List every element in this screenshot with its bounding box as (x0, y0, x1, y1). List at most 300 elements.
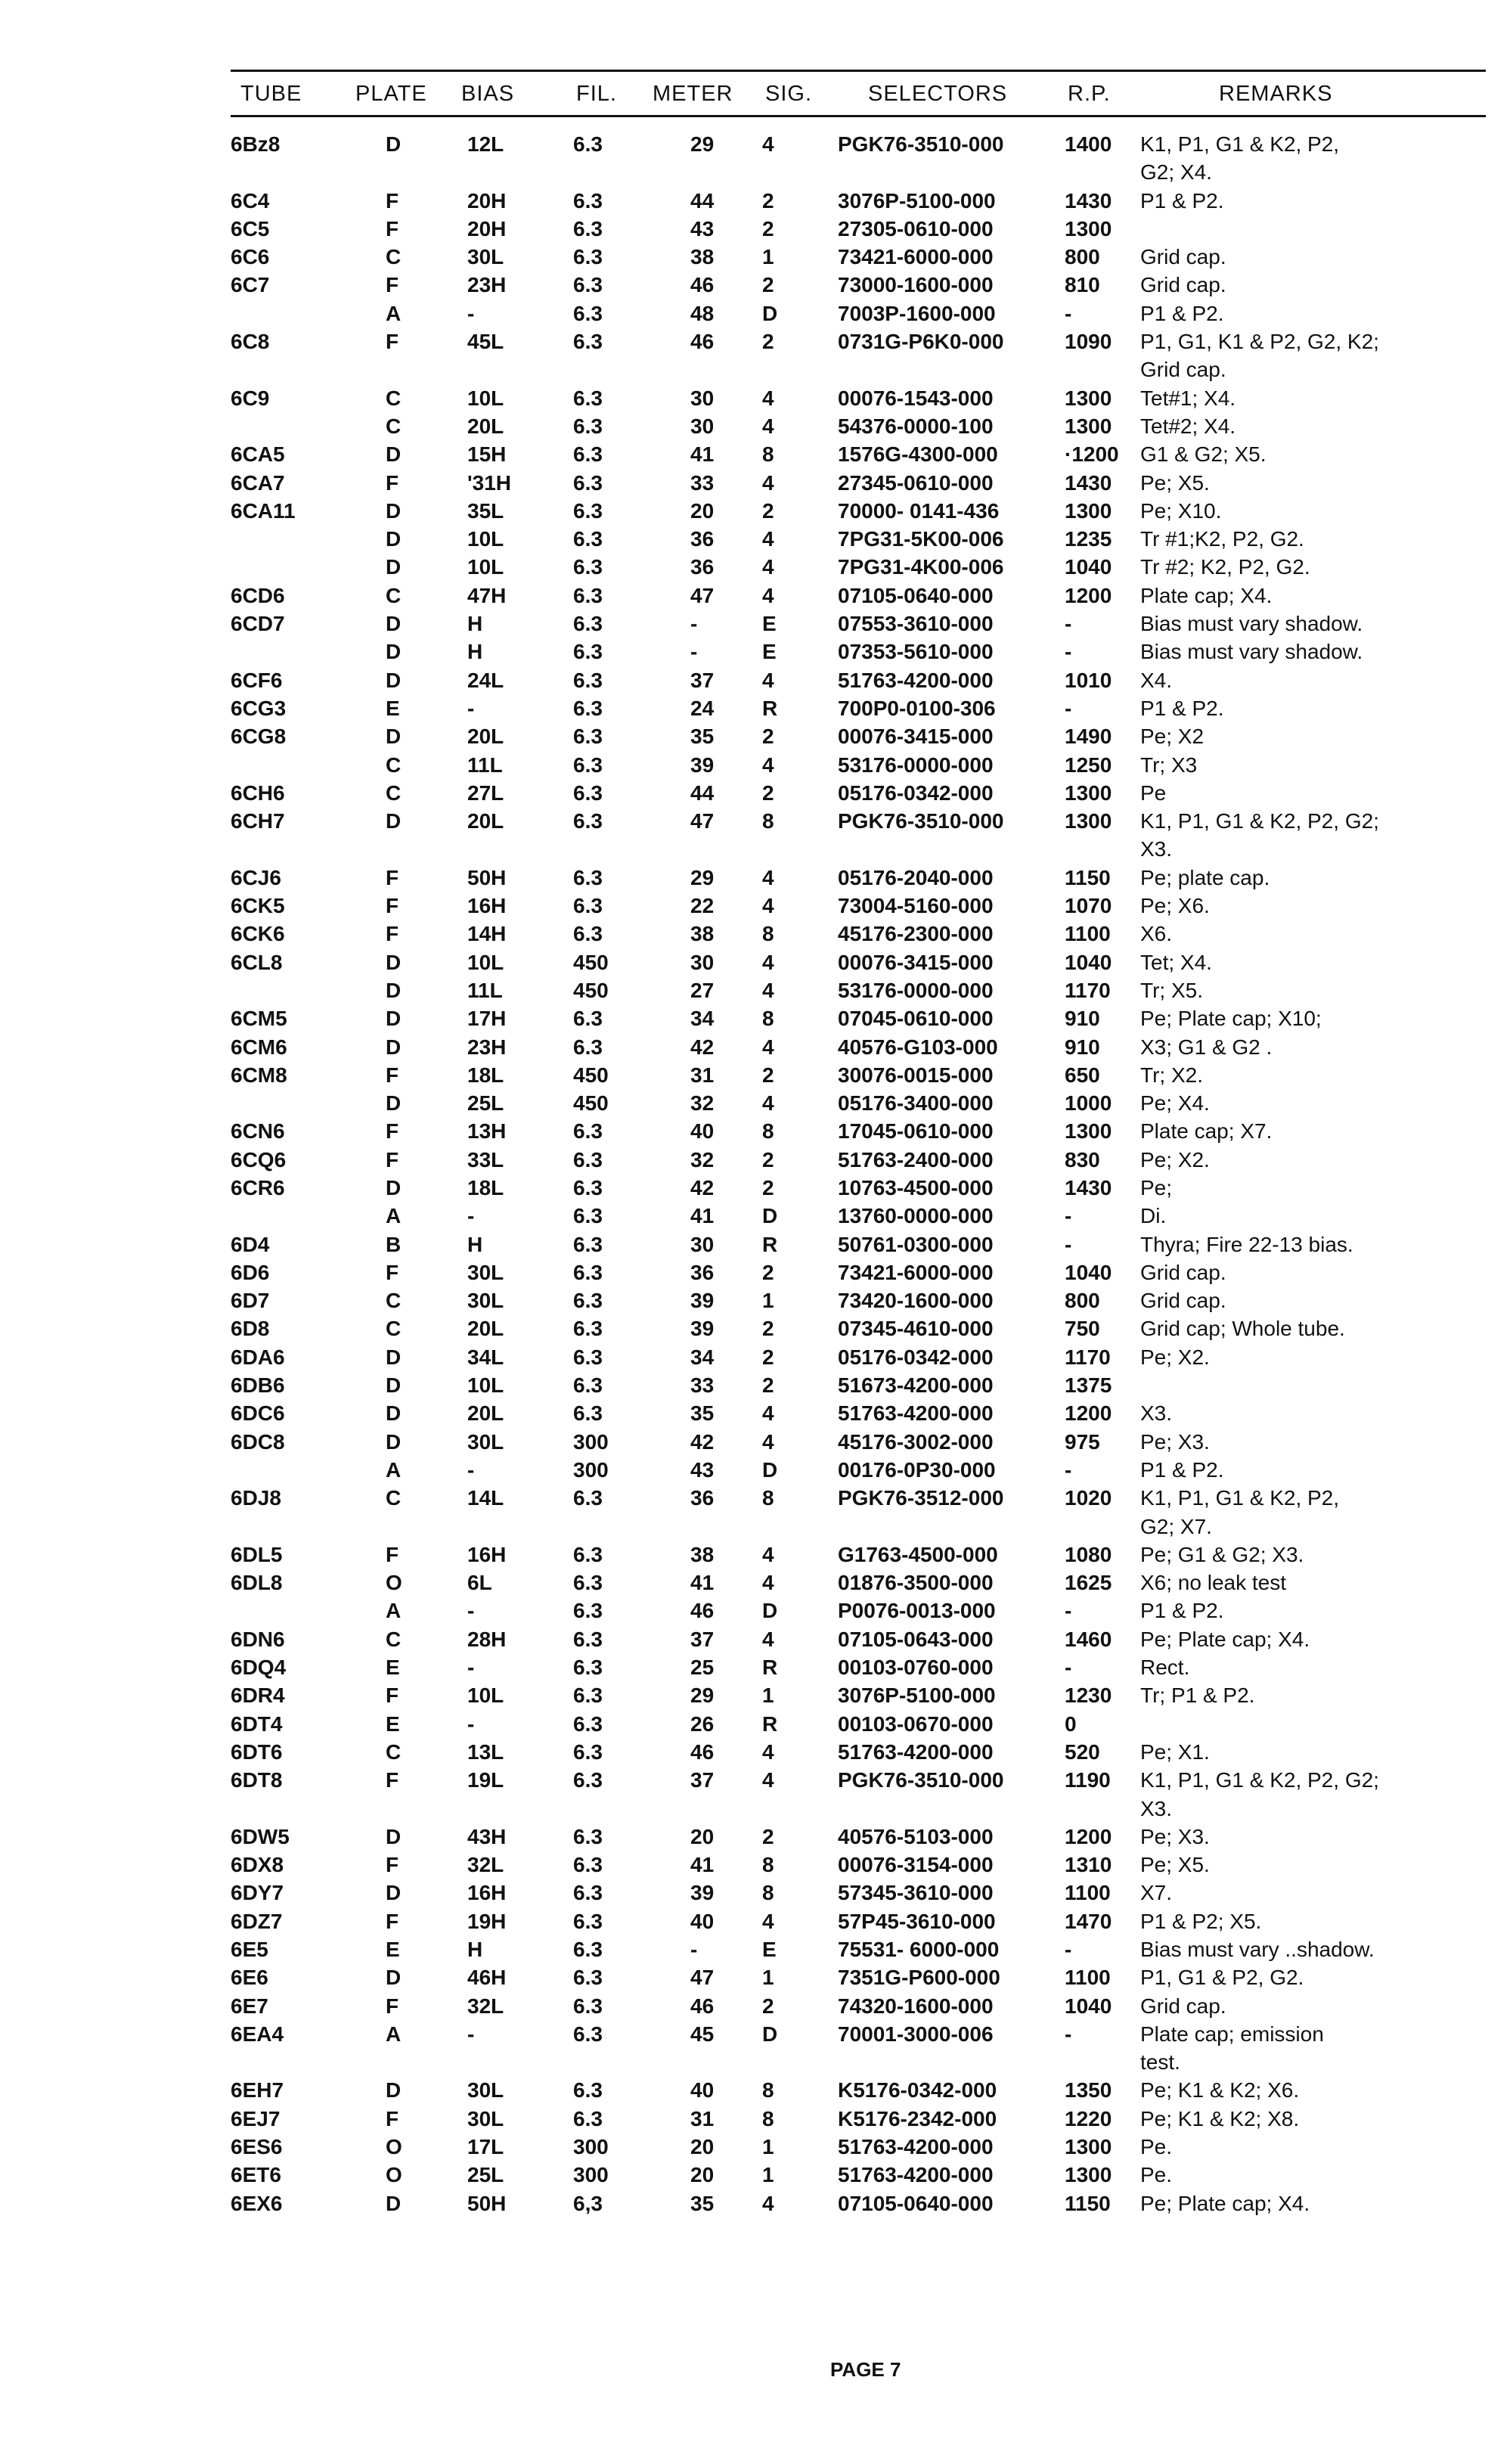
cell-selectors: 7PG31-5K00-006 (838, 527, 1004, 551)
table-row (231, 666, 1488, 694)
cell-meter: 27 (690, 978, 715, 1002)
table-row (231, 948, 1488, 976)
cell-sig: 4 (762, 1768, 774, 1792)
cell-plate: E (386, 696, 400, 720)
cell-selectors: 07345-4610-000 (838, 1317, 994, 1341)
cell-rp: 650 (1065, 1063, 1100, 1087)
cell-rp: - (1065, 1232, 1072, 1256)
cell-meter: 41 (690, 1204, 715, 1228)
cell-rp: 1300 (1065, 2135, 1112, 2159)
cell-tube: 6DA6 (231, 1345, 285, 1369)
cell-meter: 39 (690, 1289, 715, 1313)
cell-fil: 6.3 (573, 1881, 603, 1905)
cell-tube: 6CF6 (231, 668, 283, 692)
table-row (231, 1823, 1488, 1851)
cell-rp: - (1065, 1599, 1072, 1623)
cell-meter: 32 (690, 1091, 715, 1116)
table-row (231, 1653, 1488, 1681)
cell-sig: 8 (762, 1007, 774, 1031)
cell-bias: - (467, 696, 475, 720)
cell-sig: 4 (762, 1542, 774, 1566)
cell-remarks: Pe; X3. (1140, 1824, 1210, 1848)
cell-bias: 30L (467, 1289, 504, 1313)
cell-plate: D (386, 725, 402, 749)
cell-rp: - (1065, 640, 1072, 664)
cell-plate: D (386, 498, 402, 523)
cell-rp: 1230 (1065, 1684, 1112, 1708)
cell-plate: D (386, 1373, 402, 1398)
header-meter: METER (653, 82, 733, 106)
cell-remarks: X6; no leak test (1140, 1571, 1287, 1595)
cell-rp: 1040 (1065, 1994, 1112, 2018)
cell-fil: 6.3 (573, 1909, 603, 1933)
cell-plate: B (386, 1232, 402, 1256)
cell-meter: 35 (690, 2191, 715, 2215)
cell-plate: C (386, 1627, 402, 1651)
cell-remarks: Tr #1;K2, P2, G2. (1140, 527, 1304, 551)
table-row (231, 2189, 1488, 2217)
cell-remarks: K1, P1, G1 & K2, P2, G2; X7. (1140, 1486, 1340, 1538)
cell-bias: 10L (467, 1373, 504, 1398)
table-row (231, 1625, 1488, 1653)
cell-rp: 1150 (1065, 2191, 1111, 2215)
table-row (231, 2105, 1488, 2133)
cell-sig: 4 (762, 950, 774, 974)
cell-bias: 30L (467, 1260, 504, 1284)
cell-bias: 30L (467, 1429, 504, 1454)
cell-selectors: 05176-3400-000 (838, 1091, 994, 1116)
cell-sig: 8 (762, 2078, 774, 2102)
page-number: PAGE 7 (830, 2358, 901, 2381)
cell-fil: 6.3 (573, 1739, 603, 1764)
cell-meter: 33 (690, 1373, 715, 1398)
cell-fil: 6.3 (573, 2106, 603, 2130)
cell-tube: 6DR4 (231, 1684, 285, 1708)
cell-bias: 16H (467, 1881, 507, 1905)
cell-meter: 30 (690, 414, 715, 438)
cell-bias: 10L (467, 1684, 504, 1708)
cell-sig: 2 (762, 1175, 774, 1199)
cell-tube: 6DT6 (231, 1739, 283, 1764)
cell-remarks: G1 & G2; X5. (1140, 442, 1267, 467)
cell-rp: - (1065, 1656, 1072, 1680)
table-row (231, 920, 1488, 948)
cell-remarks: Pe. (1140, 2163, 1173, 2187)
cell-tube: 6EA4 (231, 2022, 284, 2046)
cell-meter: - (690, 640, 698, 664)
cell-bias: 12L (467, 132, 504, 156)
cell-meter: 20 (690, 498, 715, 523)
cell-bias: 13L (467, 1739, 504, 1764)
cell-remarks: Tr; P1 & P2. (1140, 1684, 1255, 1708)
table-row (231, 1146, 1488, 1174)
cell-remarks: P1 & P2; X5. (1140, 1909, 1262, 1933)
cell-rp: 1220 (1065, 2106, 1112, 2130)
cell-tube (231, 412, 386, 440)
cell-sig: 4 (762, 132, 774, 156)
table-row (231, 638, 1488, 666)
cell-rp: 1300 (1065, 2163, 1112, 2187)
cell-remarks: Pe; X3. (1140, 1429, 1210, 1454)
cell-tube: 6DJ8 (231, 1486, 281, 1510)
cell-bias: 25L (467, 1091, 504, 1116)
cell-sig: 8 (762, 809, 774, 833)
cell-rp: 1400 (1065, 132, 1112, 156)
cell-selectors: 10763-4500-000 (838, 1175, 994, 1199)
cell-bias: 19L (467, 1768, 504, 1792)
cell-selectors: G1763-4500-000 (838, 1542, 998, 1566)
cell-sig: 4 (762, 2191, 774, 2215)
tube-data-table (231, 130, 1488, 2217)
cell-rp: - (1065, 696, 1072, 720)
cell-tube: 6CR6 (231, 1175, 285, 1199)
cell-rp: 520 (1065, 1739, 1100, 1764)
cell-meter: 44 (690, 780, 715, 805)
cell-remarks: X7. (1140, 1881, 1173, 1905)
cell-remarks: Tr; X2. (1140, 1063, 1203, 1087)
cell-sig: 4 (762, 1035, 774, 1059)
cell-sig: 2 (762, 725, 774, 749)
cell-fil: 6.3 (573, 1571, 603, 1595)
cell-selectors: 00076-3415-000 (838, 725, 994, 749)
cell-remarks: Pe; X4. (1140, 1091, 1210, 1116)
cell-plate: A (386, 1599, 402, 1623)
cell-tube: 6CH7 (231, 809, 285, 833)
cell-tube: 6CK6 (231, 922, 285, 946)
cell-bias: 20L (467, 414, 504, 438)
cell-fil: 6.3 (573, 1232, 603, 1256)
cell-meter: 46 (690, 273, 715, 297)
cell-bias: 35L (467, 498, 504, 523)
cell-sig: D (762, 2022, 778, 2046)
cell-remarks: Di. (1140, 1204, 1167, 1228)
cell-remarks: Pe; X2 (1140, 725, 1205, 749)
cell-sig: 2 (762, 273, 774, 297)
cell-bias: 17H (467, 1007, 507, 1031)
cell-bias: 43H (467, 1824, 507, 1848)
cell-fil: 6.3 (573, 583, 603, 607)
cell-fil: 6.3 (573, 555, 603, 579)
table-row (231, 1258, 1488, 1286)
cell-rp: 1460 (1065, 1627, 1112, 1651)
table-row (231, 1202, 1488, 1230)
cell-meter: 35 (690, 725, 715, 749)
cell-rp: 1100 (1065, 922, 1111, 946)
cell-bias: 23H (467, 273, 507, 297)
cell-sig: 4 (762, 894, 774, 918)
cell-selectors: 7003P-1600-000 (838, 301, 996, 325)
cell-meter: 39 (690, 753, 715, 777)
table-row (231, 1061, 1488, 1089)
cell-plate: O (386, 2163, 402, 2187)
cell-plate: F (386, 1909, 399, 1933)
cell-meter: 39 (690, 1881, 715, 1905)
cell-bias: 20L (467, 725, 504, 749)
cell-remarks: Bias must vary shadow. (1140, 640, 1363, 664)
cell-rp: 1080 (1065, 1542, 1112, 1566)
cell-selectors: 07105-0643-000 (838, 1627, 994, 1651)
cell-plate: F (386, 273, 399, 297)
table-row (231, 1879, 1488, 1907)
header-rule (231, 115, 1486, 117)
cell-remarks: Pe; (1140, 1175, 1173, 1199)
cell-rp: 1040 (1065, 1260, 1112, 1284)
cell-rp: 830 (1065, 1147, 1100, 1171)
cell-meter: 45 (690, 2022, 715, 2046)
cell-sig: E (762, 1938, 777, 1961)
table-row (231, 1541, 1488, 1569)
cell-rp: 1235 (1065, 527, 1112, 551)
cell-bias: 46H (467, 1966, 507, 1990)
cell-meter: 46 (690, 1599, 715, 1623)
cell-tube: 6DQ4 (231, 1656, 287, 1680)
cell-sig: 8 (762, 922, 774, 946)
cell-plate: F (386, 216, 399, 241)
cell-meter: 40 (690, 1119, 715, 1144)
cell-plate: C (386, 386, 402, 410)
cell-selectors: 1576G-4300-000 (838, 442, 998, 467)
cell-meter: 36 (690, 527, 715, 551)
cell-sig: R (762, 696, 778, 720)
cell-fil: 6.3 (573, 865, 603, 889)
table-row (231, 2161, 1488, 2189)
cell-tube: 6CN6 (231, 1119, 285, 1144)
cell-fil: 450 (573, 950, 609, 974)
cell-selectors: 05176-0342-000 (838, 780, 994, 805)
table-row (231, 1230, 1488, 1258)
cell-sig: 2 (762, 498, 774, 523)
cell-tube: 6DN6 (231, 1627, 285, 1651)
table-row (231, 694, 1488, 722)
cell-sig: 4 (762, 470, 774, 495)
table-row (231, 1569, 1488, 1597)
cell-remarks: Grid cap. (1140, 1260, 1226, 1284)
cell-plate: D (386, 1824, 402, 1848)
cell-tube: 6D4 (231, 1232, 270, 1256)
cell-meter: 29 (690, 132, 715, 156)
cell-selectors: PGK76-3510-000 (838, 809, 1004, 833)
cell-meter: 31 (690, 2106, 715, 2130)
cell-sig: 8 (762, 1119, 774, 1144)
table-row (231, 892, 1488, 920)
cell-rp: 1625 (1065, 1571, 1112, 1595)
cell-bias: 14H (467, 922, 507, 946)
cell-rp: - (1065, 2022, 1072, 2046)
cell-rp: 910 (1065, 1007, 1100, 1031)
cell-rp: 1250 (1065, 753, 1112, 777)
cell-bias: - (467, 301, 475, 325)
cell-rp: 1170 (1065, 978, 1111, 1002)
table-row (231, 582, 1488, 610)
header-tube: TUBE (240, 82, 302, 106)
cell-plate: F (386, 1768, 399, 1792)
cell-plate: C (386, 245, 402, 269)
cell-plate: O (386, 2135, 402, 2159)
cell-remarks: Plate cap; emission test. (1140, 2022, 1324, 2075)
cell-fil: 300 (573, 2163, 609, 2187)
cell-plate: D (386, 950, 402, 974)
cell-plate: F (386, 1684, 399, 1708)
cell-meter: 47 (690, 583, 715, 607)
cell-sig: 4 (762, 668, 774, 692)
table-row (231, 130, 1488, 187)
cell-remarks: Pe; Plate cap; X10; (1140, 1007, 1322, 1031)
cell-fil: 450 (573, 1091, 609, 1116)
cell-remarks: P1, G1 & P2, G2. (1140, 1966, 1304, 1990)
cell-meter: - (690, 1938, 698, 1961)
cell-fil: 6.3 (573, 188, 603, 213)
cell-bias: 16H (467, 894, 507, 918)
cell-meter: 42 (690, 1429, 715, 1454)
cell-sig: 4 (762, 1909, 774, 1933)
cell-meter: 36 (690, 555, 715, 579)
cell-meter: 25 (690, 1656, 715, 1680)
cell-plate: D (386, 1401, 402, 1426)
cell-selectors: 73004-5160-000 (838, 894, 994, 918)
cell-plate: F (386, 1853, 399, 1877)
cell-tube: 6CG8 (231, 725, 287, 749)
cell-sig: 2 (762, 1317, 774, 1341)
table-row (231, 1343, 1488, 1371)
cell-meter: 39 (690, 1317, 715, 1341)
cell-meter: 20 (690, 2135, 715, 2159)
cell-remarks: Grid cap. (1140, 273, 1226, 297)
table-row (231, 1907, 1488, 1935)
cell-remarks: P1 & P2. (1140, 1599, 1224, 1623)
cell-selectors: 30076-0015-000 (838, 1063, 994, 1087)
cell-rp: 1300 (1065, 780, 1112, 805)
table-row (231, 864, 1488, 892)
cell-plate: D (386, 1881, 402, 1905)
cell-remarks: Tet#1; X4. (1140, 386, 1236, 410)
cell-sig: 4 (762, 583, 774, 607)
cell-fil: 6.3 (573, 894, 603, 918)
cell-meter: - (690, 612, 698, 636)
cell-fil: 300 (573, 1457, 609, 1482)
header-bias: BIAS (461, 82, 515, 106)
cell-meter: 46 (690, 1994, 715, 2018)
cell-meter: 41 (690, 442, 715, 467)
cell-sig: 2 (762, 330, 774, 354)
cell-fil: 6.3 (573, 1711, 603, 1736)
cell-remarks: Pe; X2. (1140, 1147, 1210, 1171)
cell-fil: 6.3 (573, 1684, 603, 1708)
cell-bias: 30L (467, 2078, 504, 2102)
cell-fil: 6.3 (573, 1401, 603, 1426)
cell-remarks: Tet#2; X4. (1140, 414, 1236, 438)
cell-meter: 40 (690, 1909, 715, 1933)
cell-bias: 19H (467, 1909, 507, 1933)
cell-remarks: Bias must vary ..shadow. (1140, 1938, 1375, 1961)
cell-fil: 6.3 (573, 809, 603, 833)
cell-remarks: Grid cap. (1140, 1289, 1226, 1313)
cell-meter: 26 (690, 1711, 715, 1736)
cell-fil: 6.3 (573, 922, 603, 946)
cell-fil: 6,3 (573, 2191, 603, 2215)
cell-fil: 6.3 (573, 1373, 603, 1398)
cell-fil: 6.3 (573, 1966, 603, 1990)
cell-fil: 6.3 (573, 1007, 603, 1031)
cell-selectors: 74320-1600-000 (838, 1994, 994, 2018)
cell-bias: 20H (467, 188, 507, 213)
table-row (231, 1174, 1488, 1202)
table-row (231, 610, 1488, 638)
cell-meter: 32 (690, 1147, 715, 1171)
cell-sig: 2 (762, 1147, 774, 1171)
cell-rp: 810 (1065, 273, 1100, 297)
cell-tube: 6C5 (231, 216, 270, 241)
table-row (231, 469, 1488, 497)
cell-rp: 1430 (1065, 1175, 1112, 1199)
cell-bias: 32L (467, 1994, 504, 2018)
cell-tube: 6DZ7 (231, 1909, 283, 1933)
cell-fil: 6.3 (573, 696, 603, 720)
cell-fil: 6.3 (573, 1824, 603, 1848)
cell-tube: 6DL8 (231, 1571, 283, 1595)
cell-rp: 1010 (1065, 668, 1112, 692)
cell-bias: 32L (467, 1853, 504, 1877)
cell-plate: C (386, 780, 402, 805)
cell-fil: 6.3 (573, 1994, 603, 2018)
cell-meter: 22 (690, 894, 715, 918)
cell-plate: F (386, 470, 399, 495)
cell-fil: 450 (573, 978, 609, 1002)
cell-bias: 18L (467, 1063, 504, 1087)
cell-plate: F (386, 1542, 399, 1566)
cell-remarks: Pe. (1140, 2135, 1173, 2159)
cell-bias: 10L (467, 950, 504, 974)
cell-selectors: 07105-0640-000 (838, 2191, 994, 2215)
table-row (231, 1963, 1488, 1991)
cell-remarks (1140, 1710, 1488, 1738)
cell-plate: D (386, 1429, 402, 1454)
cell-sig: R (762, 1656, 778, 1680)
cell-sig: 2 (762, 1373, 774, 1398)
cell-tube (231, 976, 386, 1004)
cell-selectors: 27305-0610-000 (838, 216, 994, 241)
cell-plate: F (386, 1994, 399, 2018)
cell-sig: 4 (762, 1571, 774, 1595)
cell-sig: 4 (762, 1429, 774, 1454)
cell-bias: 20L (467, 1401, 504, 1426)
table-row (231, 1428, 1488, 1456)
cell-tube (231, 751, 386, 779)
cell-tube: 6DT8 (231, 1768, 283, 1792)
cell-remarks: Thyra; Fire 22-13 bias. (1140, 1232, 1353, 1256)
cell-plate: D (386, 132, 402, 156)
cell-tube: 6D6 (231, 1260, 270, 1284)
cell-tube: 6EJ7 (231, 2106, 281, 2130)
cell-selectors: 73420-1600-000 (838, 1289, 994, 1313)
table-row (231, 1286, 1488, 1314)
table-row (231, 1117, 1488, 1145)
cell-remarks: Pe; X2. (1140, 1345, 1210, 1369)
cell-rp: 1300 (1065, 386, 1112, 410)
cell-selectors: 73421-6000-000 (838, 1260, 994, 1284)
cell-rp: 1090 (1065, 330, 1112, 354)
cell-plate: D (386, 668, 402, 692)
cell-meter: 41 (690, 1571, 715, 1595)
cell-selectors: 00076-3154-000 (838, 1853, 994, 1877)
cell-selectors: 07105-0640-000 (838, 583, 994, 607)
cell-sig: 8 (762, 1881, 774, 1905)
cell-remarks: Plate cap; X7. (1140, 1119, 1273, 1144)
cell-selectors: 00103-0670-000 (838, 1711, 994, 1736)
cell-rp: 1470 (1065, 1909, 1112, 1933)
cell-selectors: 51673-4200-000 (838, 1373, 994, 1398)
cell-selectors: 53176-0000-000 (838, 978, 994, 1002)
table-row (231, 1992, 1488, 2020)
